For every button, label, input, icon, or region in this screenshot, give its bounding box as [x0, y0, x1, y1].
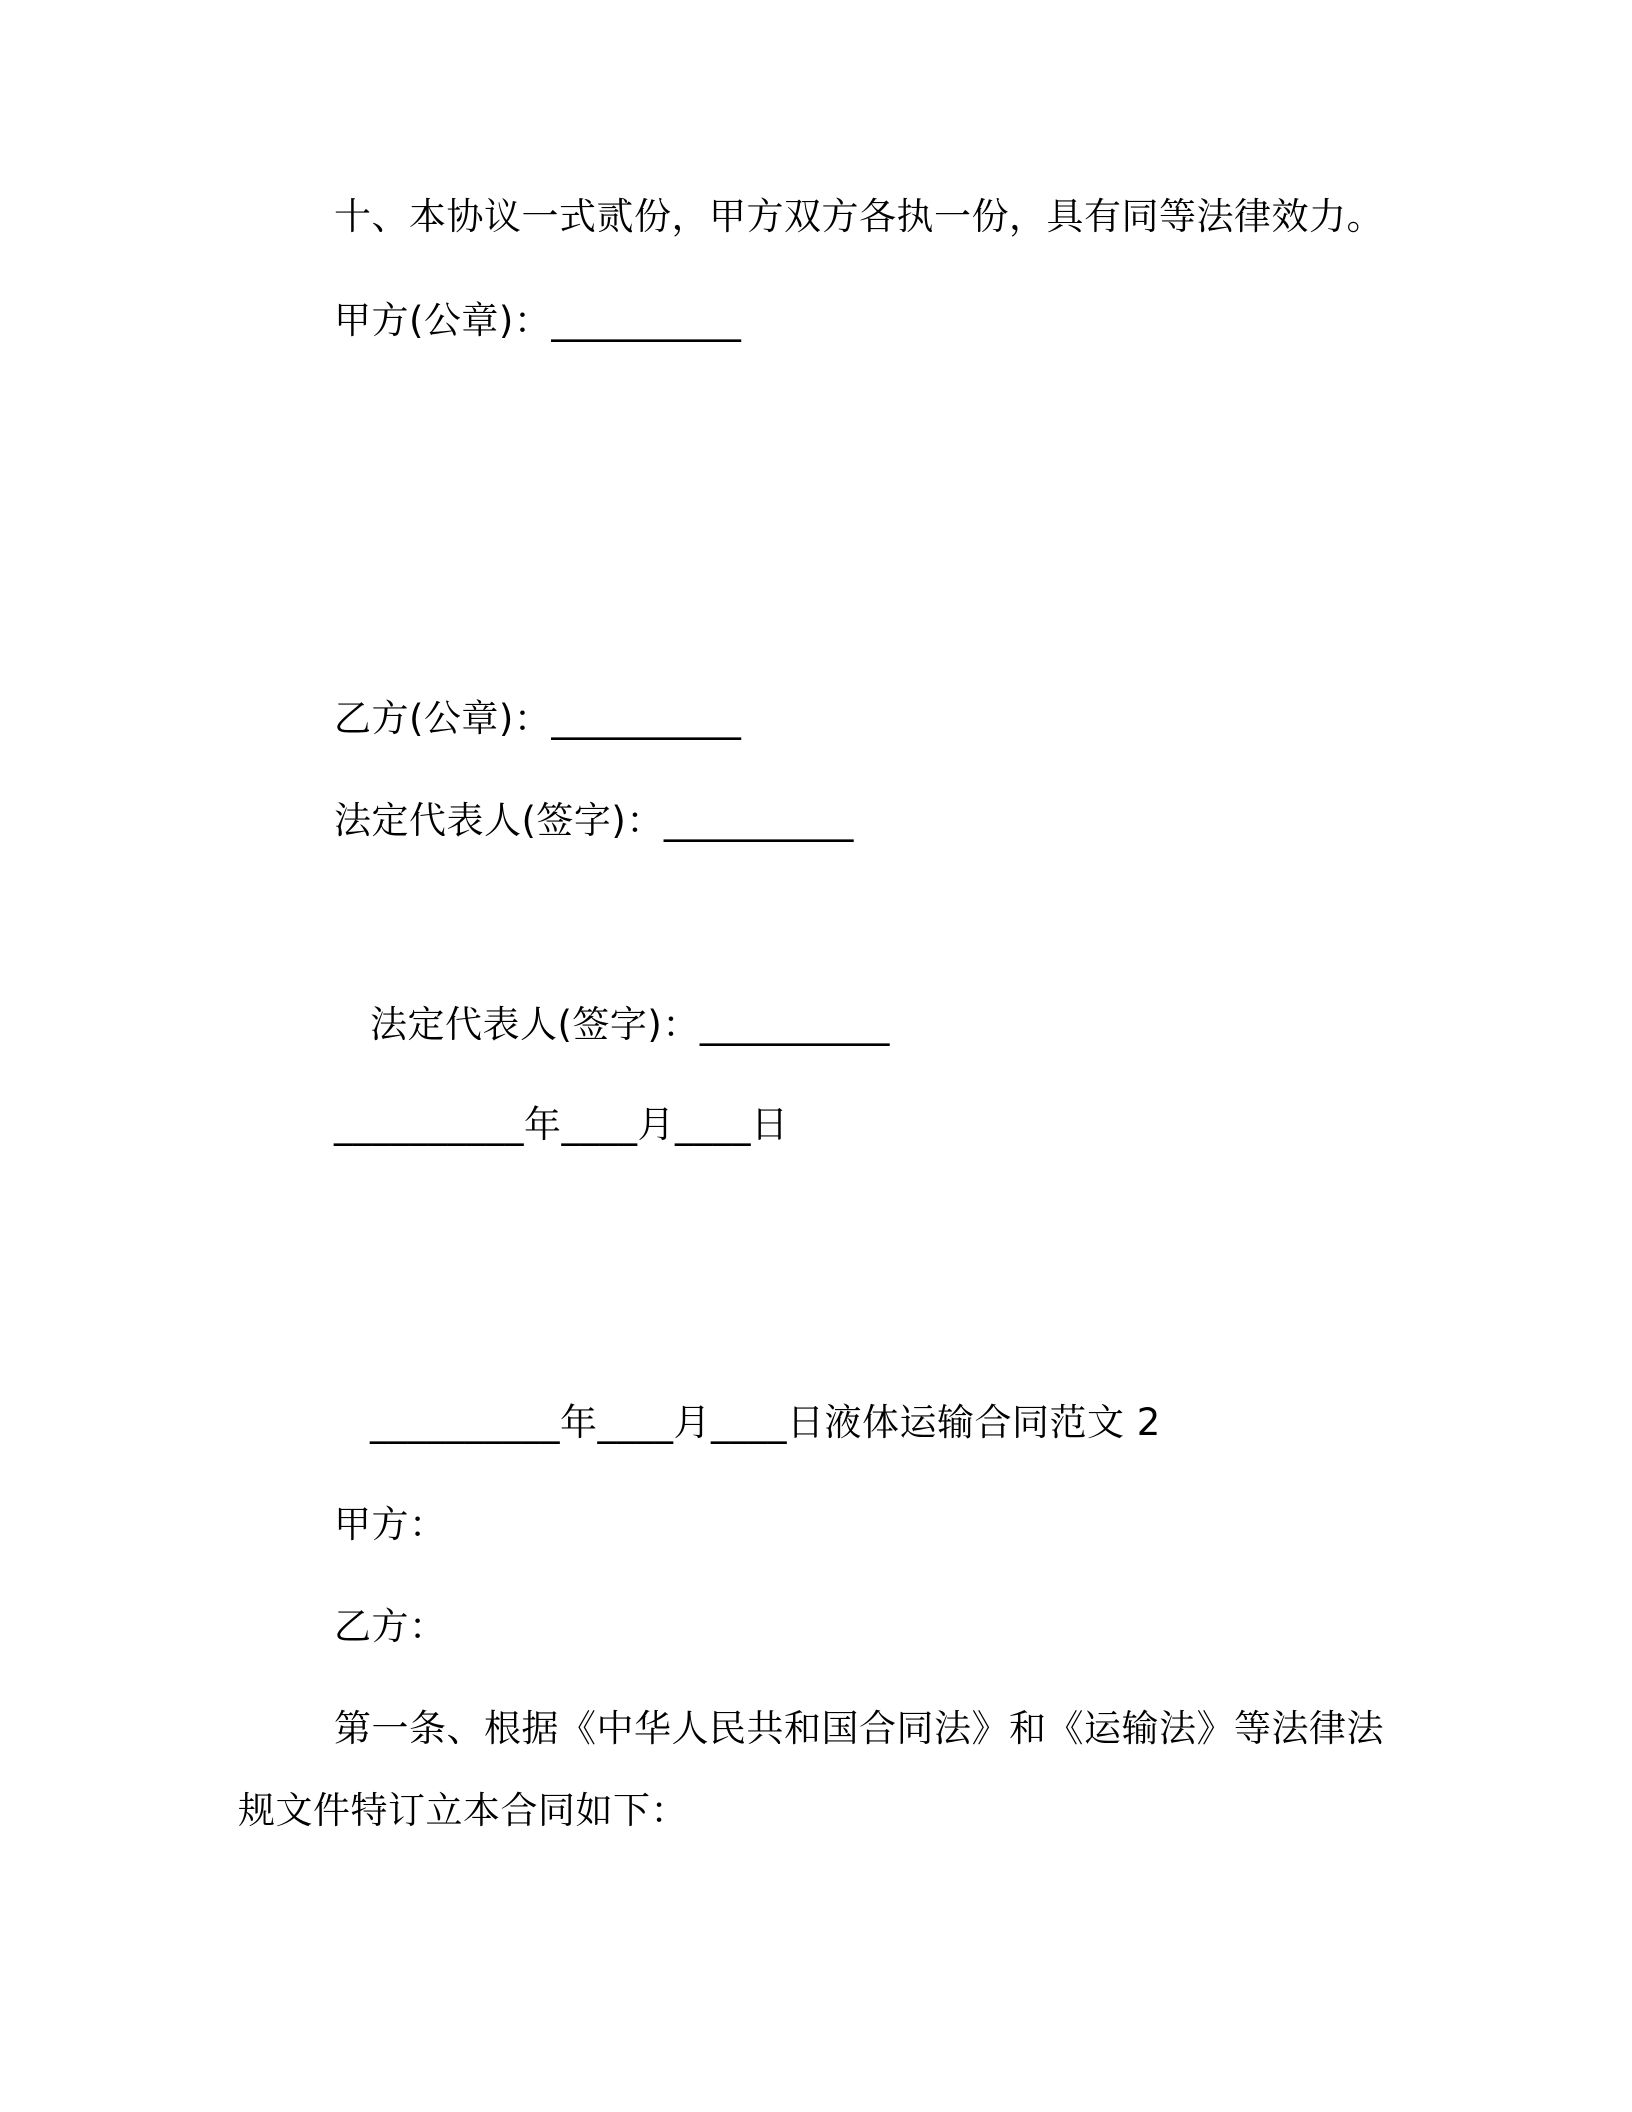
legal-representative-signature-line-second: 法定代表人(签字)：__________: [370, 1003, 890, 1046]
contract-title-line: __________年____月____日液体运输合同范文 2: [370, 1401, 1161, 1444]
article-one-first-line: 第一条、根据《中华人民共和国合同法》和《运输法》等法律法: [334, 1707, 1384, 1750]
legal-representative-signature-line: 法定代表人(签字)：__________: [334, 799, 854, 842]
party-a-seal-line: 甲方(公章)：__________: [334, 299, 742, 342]
article-one-second-line: 规文件特订立本合同如下：: [238, 1789, 688, 1832]
clause-ten-copies: 十、本协议一式贰份，甲方双方各执一份，具有同等法律效力。: [334, 195, 1384, 238]
party-b-seal-line: 乙方(公章)：__________: [334, 697, 742, 740]
signing-date-line: __________年____月____日: [334, 1103, 789, 1146]
party-a-label: 甲方：: [334, 1503, 447, 1546]
party-b-label: 乙方：: [334, 1605, 447, 1648]
